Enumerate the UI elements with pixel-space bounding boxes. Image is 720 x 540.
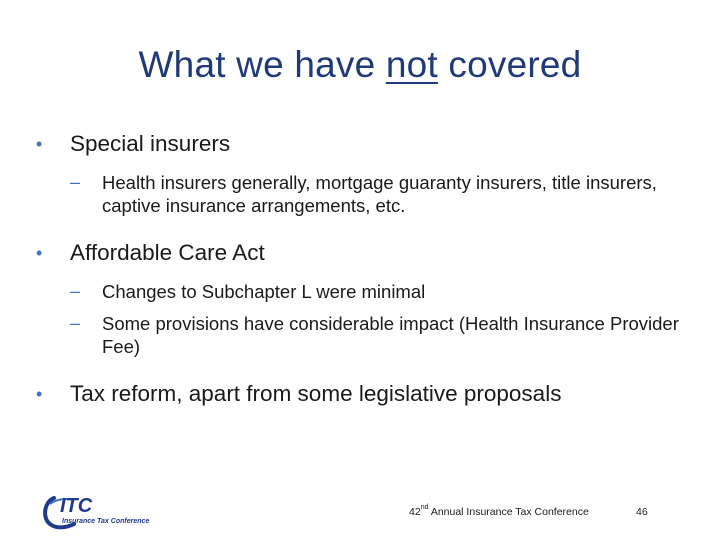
logo-text: ITC: [60, 495, 93, 517]
itc-logo-icon: [40, 492, 170, 532]
sub-bullet-text: Some provisions have considerable impact (Health Insurance Provider Fee): [102, 313, 679, 357]
conference-number: 42: [409, 506, 421, 518]
sub-bullet-text: Health insurers generally, mortgage guaranty insurers, title insurers, captive insurance arrangements, etc.: [102, 172, 657, 216]
itc-logo: [40, 492, 170, 532]
bullet-text: Affordable Care Act: [70, 240, 265, 265]
title-underlined-word: not: [385, 44, 438, 85]
title-text-end: covered: [437, 44, 582, 85]
bullet-dot-icon: •: [36, 384, 43, 404]
sub-bullet-dash-icon: –: [70, 281, 81, 301]
bullet-dot-icon: •: [36, 243, 43, 263]
bullet-list: [30, 130, 700, 421]
bullet-item: [30, 130, 700, 158]
slide-title: [0, 44, 720, 86]
sub-bullet-text: Changes to Subchapter L were minimal: [102, 281, 426, 302]
logo-subtitle: Insurance Tax Conference: [62, 518, 150, 525]
conference-footer: [409, 506, 589, 518]
bullet-text: Special insurers: [70, 131, 231, 156]
bullet-item: [30, 380, 700, 408]
bullet-item: [30, 239, 700, 267]
sub-bullet-item: [30, 171, 700, 217]
sub-bullet-item: [30, 280, 700, 303]
sub-bullet-dash-icon: –: [70, 172, 81, 192]
sub-bullet-dash-icon: –: [70, 313, 81, 333]
title-text-start: What we have: [138, 44, 386, 85]
bullet-dot-icon: •: [36, 134, 43, 154]
conference-ordinal: nd: [420, 504, 429, 511]
sub-bullet-item: [30, 312, 700, 358]
page-number: 46: [636, 506, 648, 518]
conference-name: Annual Insurance Tax Conference: [428, 506, 589, 518]
bullet-text: Tax reform, apart from some legislative proposals: [70, 381, 562, 406]
